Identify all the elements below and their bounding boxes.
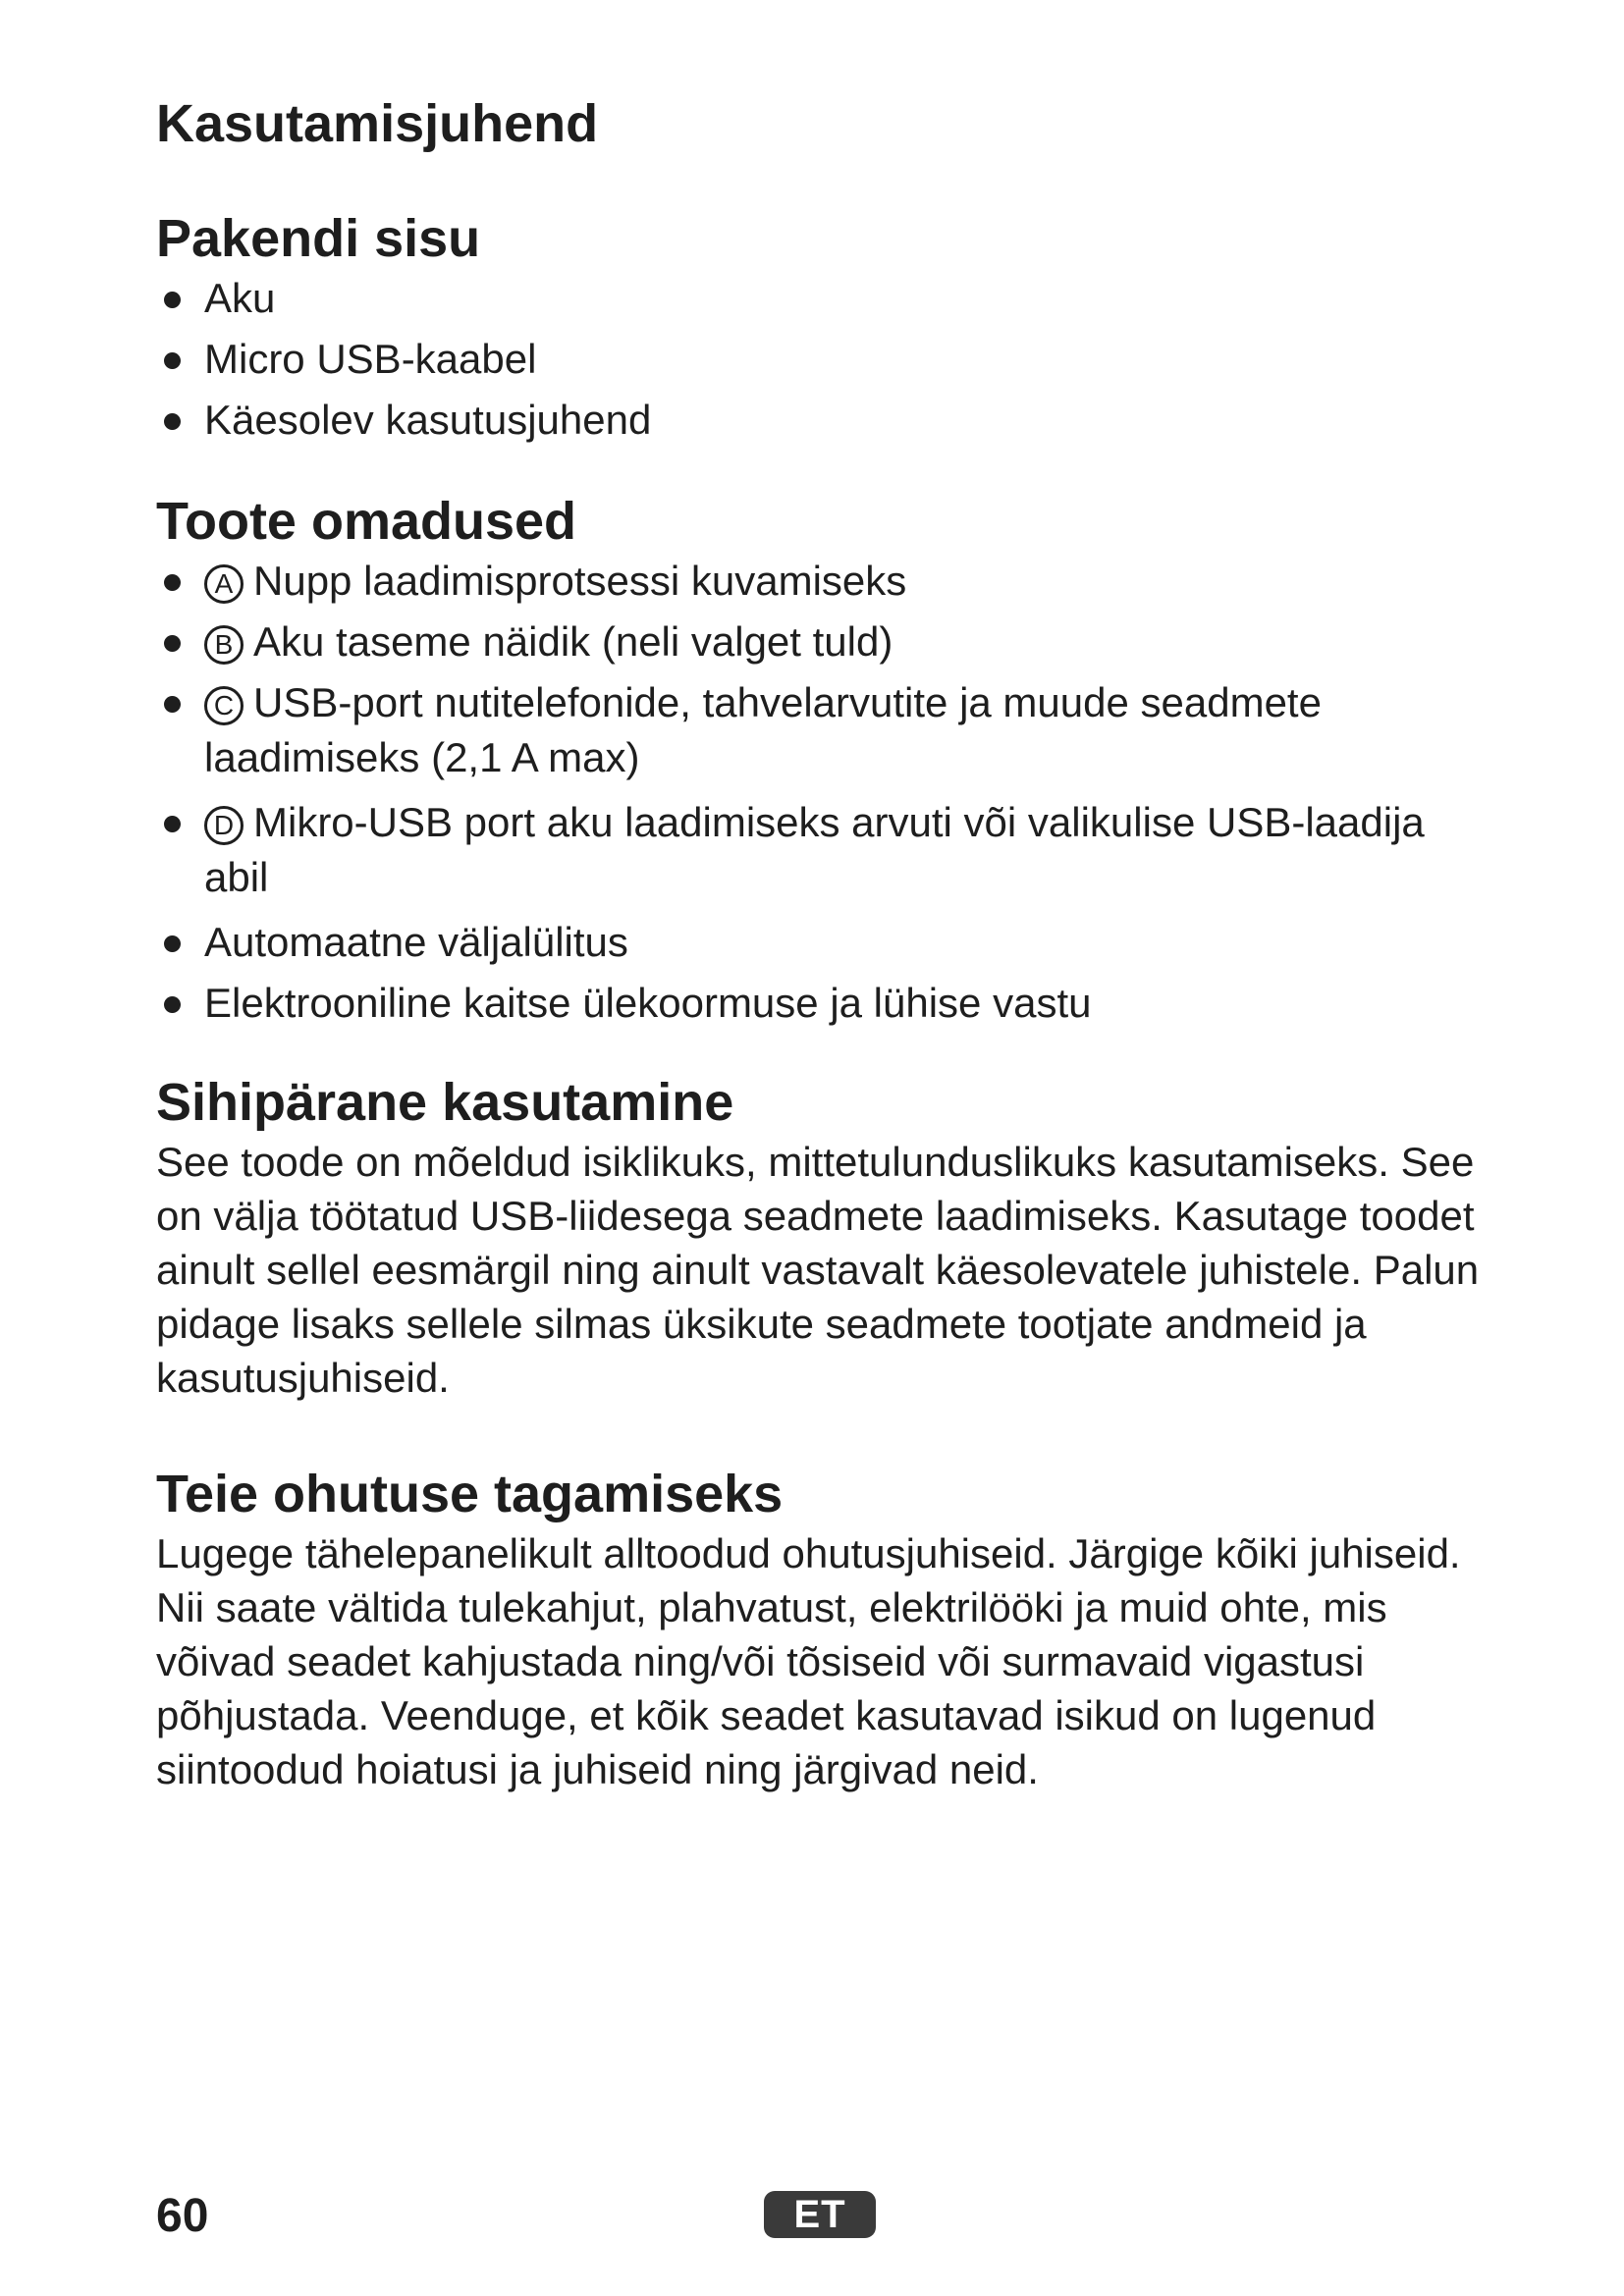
feature-text: USB-port nutitelefonide, tahvelarvutite ja muude seadmete laadimiseks (2,1 A max) <box>204 679 1322 780</box>
list-item <box>156 976 1491 1031</box>
feature-text: Nupp laadimisprotsessi kuvamiseks <box>253 558 907 604</box>
page-title: Kasutamisjuhend <box>156 94 599 153</box>
circled-letter-a-icon: A <box>204 564 244 604</box>
list-item: Micro USB-kaabel <box>156 332 1491 387</box>
list-item <box>156 795 1491 905</box>
feature-text: Aku taseme näidik (neli valget tuld) <box>253 618 893 665</box>
package-contents-list <box>156 271 1491 448</box>
feature-text: Mikro-USB port aku laadimiseks arvuti või valikulise USB-laadija abil <box>204 799 1425 900</box>
list-item <box>156 614 1491 669</box>
circled-letter-d-icon: D <box>204 806 244 845</box>
intended-use-text: See toode on mõeldud isiklikuks, mittetulunduslikuks kasutamiseks. See on välja töötatud USB-liidesega seadmete laadimiseks. Kasutage toodet ainult sellel eesmärgil ning ainult vastavalt käesolevatele juhistele. Palun pidage lisaks sellele silmas üksikute seadmete tootjate andmeid ja kasutusjuhiseid. <box>156 1139 1480 1401</box>
list-item <box>156 675 1491 785</box>
intended-use-heading: Sihipärane kasutamine <box>156 1073 734 1132</box>
feature-text: Elektrooniline kaitse ülekoormuse ja lühise vastu <box>204 980 1092 1026</box>
page-number: 60 <box>156 2190 209 2242</box>
list-item <box>156 554 1491 609</box>
product-features-heading: Toote omadused <box>156 492 577 551</box>
circled-letter-c-icon: C <box>204 686 244 725</box>
package-contents-heading: Pakendi sisu <box>156 209 481 268</box>
feature-text: Automaatne väljalülitus <box>204 919 628 965</box>
safety-heading: Teie ohutuse tagamiseks <box>156 1465 784 1523</box>
language-badge: ET <box>764 2191 876 2238</box>
list-item <box>156 915 1491 970</box>
product-features-list <box>156 554 1491 1031</box>
page-content <box>156 88 1491 1796</box>
list-item: Aku <box>156 271 1491 326</box>
safety-text: Lugege tähelepanelikult alltoodud ohutusjuhiseid. Järgige kõiki juhiseid. Nii saate vältida tulekahjut, plahvatust, elektrilööki ja muid ohte, mis võivad seadet kahjustada ning/või tõsiseid või surmavaid vigastusi põhjustada. Veenduge, et kõik seadet kasutavad isikud on lugenud siintoodud hoiatusi ja juhiseid ning järgivad neid. <box>156 1530 1461 1792</box>
circled-letter-b-icon: B <box>204 625 244 665</box>
list-item: Käesolev kasutusjuhend <box>156 393 1491 448</box>
